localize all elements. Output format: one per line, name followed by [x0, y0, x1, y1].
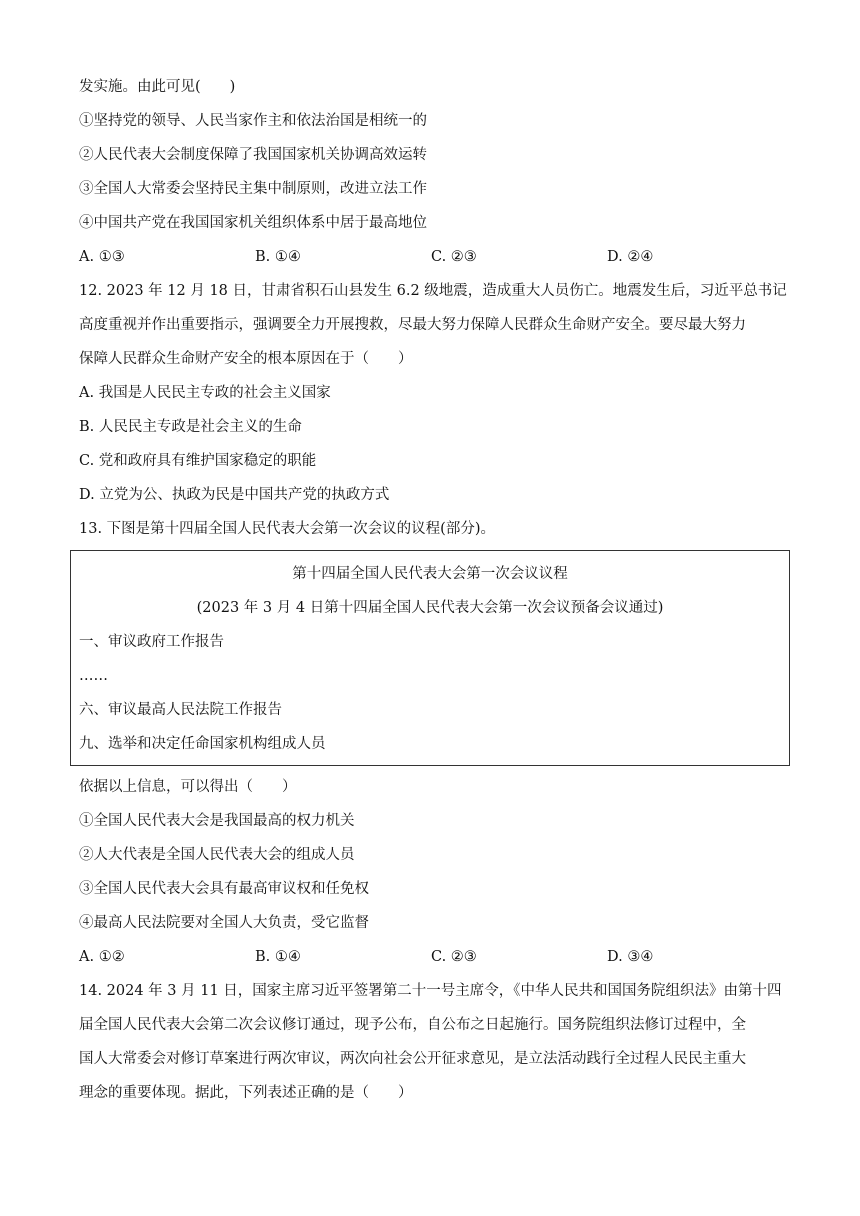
question-stem-line-1: 12. 2023 年 12 月 18 日，甘肃省积石山县发生 6.2 级地震，造成重大人员伤亡。地震发生后，习近平总书记 — [79, 283, 787, 299]
question-stem: 发实施。由此可见( ) — [79, 79, 236, 95]
question-stem-line-4: 理念的重要体现。据此，下列表述正确的是（ ） — [79, 1085, 413, 1101]
agenda-item: 九、选举和决定任命国家机构组成人员 — [79, 736, 326, 752]
statement-4: ④最高人民法院要对全国人大负责，受它监督 — [79, 915, 369, 931]
option-d: D. 立党为公、执政为民是中国共产党的执政方式 — [79, 487, 390, 503]
statement-4: ④中国共产党在我国国家机关组织体系中居于最高地位 — [79, 215, 427, 231]
agenda-item: 一、审议政府工作报告 — [79, 634, 224, 650]
question-14 — [79, 974, 791, 1110]
option-c: C. ②③ — [431, 249, 477, 265]
statement-2: ②人民代表大会制度保障了我国国家机关协调高效运转 — [79, 147, 427, 163]
statement-1: ①坚持党的领导、人民当家作主和依法治国是相统一的 — [79, 113, 427, 129]
statement-3: ③全国人民代表大会具有最高审议权和任免权 — [79, 881, 369, 897]
question-13 — [79, 512, 791, 974]
option-d: D. ③④ — [607, 949, 654, 965]
option-b: B. ①④ — [255, 949, 301, 965]
question-stem: 13. 下图是第十四届全国人民代表大会第一次会议的议程(部分)。 — [79, 521, 495, 537]
agenda-item: 六、审议最高人民法院工作报告 — [79, 702, 282, 718]
answer-options — [79, 240, 791, 274]
exam-page — [79, 70, 791, 1110]
question-stem-line-3: 保障人民群众生命财产安全的根本原因在于（ ） — [79, 351, 413, 367]
option-c: C. 党和政府具有维护国家稳定的职能 — [79, 453, 317, 469]
question-11 — [79, 70, 791, 274]
statement-3: ③全国人大常委会坚持民主集中制原则，改进立法工作 — [79, 181, 427, 197]
statement-2: ②人大代表是全国人民代表大会的组成人员 — [79, 847, 355, 863]
agenda-item: …… — [79, 668, 108, 684]
question-prompt: 依据以上信息，可以得出（ ） — [79, 779, 297, 795]
question-stem-line-1: 14. 2024 年 3 月 11 日，国家主席习近平签署第二十一号主席令，《中华人民共和国国务院组织法》由第十四 — [79, 983, 782, 999]
option-c: C. ②③ — [431, 949, 477, 965]
agenda-subtitle: (2023 年 3 月 4 日第十四届全国人民代表大会第一次会议预备会议通过) — [196, 600, 664, 616]
answer-options — [79, 940, 791, 974]
question-stem-line-2: 高度重视并作出重要指示，强调要全力开展搜救，尽最大努力保障人民群众生命财产安全。要尽最大努力 — [79, 317, 746, 333]
option-b: B. ①④ — [255, 249, 301, 265]
option-a: A. ①③ — [79, 249, 125, 265]
option-b: B. 人民民主专政是社会主义的生命 — [79, 419, 302, 435]
question-stem-line-3: 国人大常委会对修订草案进行两次审议，两次向社会公开征求意见，是立法活动践行全过程人民民主重大 — [79, 1051, 746, 1067]
option-a: A. ①② — [79, 949, 125, 965]
statement-1: ①全国人民代表大会是我国最高的权力机关 — [79, 813, 355, 829]
question-12 — [79, 274, 791, 512]
option-a: A. 我国是人民民主专政的社会主义国家 — [79, 385, 331, 401]
agenda-title: 第十四届全国人民代表大会第一次会议议程 — [292, 566, 568, 582]
agenda-box — [70, 550, 790, 766]
option-d: D. ②④ — [607, 249, 654, 265]
question-stem-line-2: 届全国人民代表大会第二次会议修订通过，现予公布，自公布之日起施行。国务院组织法修订过程中，全 — [79, 1017, 746, 1033]
